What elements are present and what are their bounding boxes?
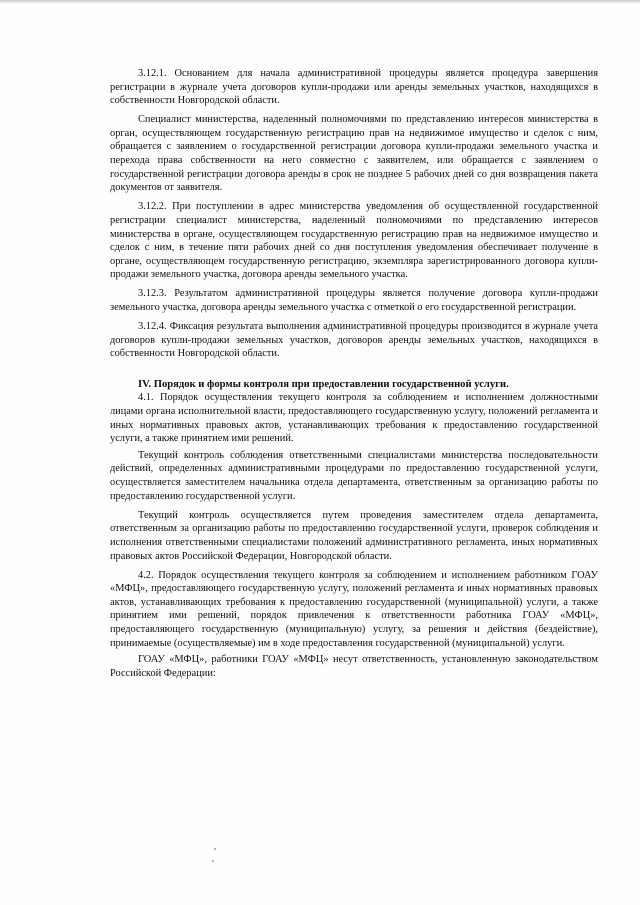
paragraph-3-12-3: 3.12.3. Результатом административной процедуры является получение договора купли-продажи земельного участка, договора аренды земельного участка с отметкой о его государственной регистрации.: [110, 288, 598, 313]
scan-speck: [212, 860, 214, 862]
paragraph-4-1: 4.1. Порядок осуществления текущего контроля за соблюдением и исполнением должностными лицами органа исполнительной власти, предоставляющего государственную услугу, положений регламента и иных нормативных правовых актов, устанавливающих требования к предоставлению государственной услуги, а также принятием ими решений.: [110, 392, 598, 445]
document-body: [110, 67, 598, 686]
paragraph-3-12-4: 3.12.4. Фиксация результата выполнения административной процедуры производится в журнале учета договоров купли-продажи земельных участков, договоров аренды земельных участков, находящихся в собственности Новгородской области.: [110, 321, 598, 360]
paragraph-4-2: 4.2. Порядок осуществления текущего контроля за соблюдением и исполнением работником ГОАУ «МФЦ», предоставляющего государственную услугу, положений регламента и иных нормативных правовых актов, устанавливающих требования к предоставлению государственной (муниципальной) услуги, а также принятием ими решений, порядок привлечения к ответственности работника ГОАУ «МФЦ», предоставляющего государственную (муниципальную) услугу, за решения и действия (бездействие), принимаемые (осуществляемые) им в ходе предоставления государственной (муниципальной) услуги.: [110, 569, 598, 649]
section-heading-iv: IV. Порядок и формы контроля при предоставлении государственной услуги.: [138, 378, 509, 390]
scan-speck: [214, 848, 216, 850]
paragraph-3-12-2: 3.12.2. При поступлении в адрес министерства уведомления об осуществленной государственной регистрации специалист министерства, наделенный полномочиями по представлению интересов министерства в органе, осуществляющем государственную регистрацию прав на недвижимое имущество и сделок с ним, в течение пяти рабочих дней со дня поступления уведомления обеспечивает получение в органе, осуществляющем государственную регистрацию, экземпляра зарегистрированного договора купли-продажи земельного участка, договора аренды земельного участка.: [110, 201, 598, 281]
paragraph-control-method: Текущий контроль осуществляется путем проведения заместителем отдела департамента, ответственным за организацию работы по предоставлению государственной услуги, проверок соблюдения и исполнения ответственными специалистами положений административного регламента, иных нормативных правовых актов Российской Федерации, Новгородской области.: [110, 509, 598, 562]
scan-top-edge: [0, 0, 640, 3]
paragraph-3-12-1: 3.12.1. Основанием для начала административной процедуры является процедура завершения регистрации в журнале учета договоров купли-продажи или аренды земельных участков, находящихся в собственности Новгородской области.: [110, 68, 598, 107]
paragraph-mfc-responsibility: ГОАУ «МФЦ», работники ГОАУ «МФЦ» несут ответственность, установленную законодательством Российской Федерации:: [110, 654, 598, 679]
paragraph-current-control: Текущий контроль соблюдения ответственными специалистами министерства последовательности действий, определенных административными процедурами по предоставлению государственной услуги, осуществляется заместителем начальника отдела департамента, ответственным за организацию работы по предоставлению государственной услуги.: [110, 449, 598, 502]
paragraph-specialist-obligation: Специалист министерства, наделенный полномочиями по представлению интересов министерства в орган, осуществляющем государственную регистрацию прав на недвижимое имущество и сделок с ним, обращается с заявлением о государственной регистрации договора купли-продажи земельного участка и перехода права собственности на него совместно с заявителем, или обращается с заявлением о государственной регистрации договора аренды в срок не позднее 5 рабочих дней со дня возвращения пакета документов от заявителя.: [110, 114, 598, 194]
